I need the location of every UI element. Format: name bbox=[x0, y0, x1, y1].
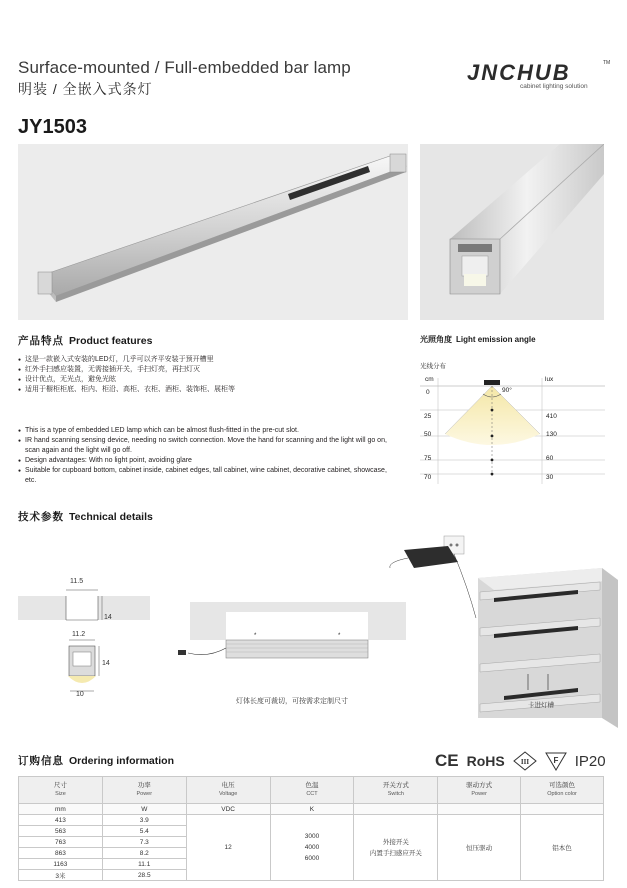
unit-switch bbox=[354, 804, 438, 815]
emission-distance-2: 50 bbox=[424, 431, 432, 438]
technical-heading-cn: 技术参数 bbox=[18, 511, 64, 523]
unit-driver bbox=[438, 804, 521, 815]
emission-lux-0: 410 bbox=[546, 413, 557, 420]
feature-en-3: ● Design advantages: With no light point, avoiding glare bbox=[18, 456, 388, 466]
unit-color bbox=[521, 804, 604, 815]
col-header-color: 可选颜色 Option color bbox=[521, 777, 604, 804]
rohs-mark-icon: RoHS bbox=[466, 753, 505, 769]
size-cell: 1163 bbox=[19, 859, 103, 870]
emission-heading bbox=[420, 334, 536, 345]
features-list-cn bbox=[18, 355, 408, 395]
feature-cn-2: ● 红外手扫感应装置，无需接插开关，手扫灯亮，再扫灯灭 bbox=[18, 365, 408, 375]
technical-heading bbox=[18, 509, 153, 524]
product-photo-profile bbox=[420, 144, 604, 320]
unit-size: mm bbox=[19, 804, 103, 815]
svg-text:*: * bbox=[254, 633, 257, 639]
brand-logo bbox=[463, 56, 613, 96]
size-cell: 3米 bbox=[19, 870, 103, 881]
product-photo-main bbox=[18, 144, 408, 320]
feature-en-4: ● Suitable for cupboard bottom, cabinet inside, cabinet edges, tall cabinet, wine cabinet, decorative cabinet, showcase, etc. bbox=[18, 466, 388, 486]
size-cell: 413 bbox=[19, 815, 103, 826]
features-heading-cn: 产品特点 bbox=[18, 335, 64, 347]
brand-tm: TM bbox=[603, 60, 611, 66]
ordering-table bbox=[18, 776, 604, 881]
cct-value: 6000 bbox=[304, 855, 320, 862]
power-cell: 11.1 bbox=[102, 859, 186, 870]
col-header-switch: 开关方式 Switch bbox=[354, 777, 438, 804]
feature-en-1: ● This is a type of embedded LED lamp which can be almost flush-fitted in the pre-cut slot. bbox=[18, 426, 388, 436]
ce-mark-icon: CE bbox=[435, 751, 459, 770]
technical-drawings bbox=[18, 528, 618, 728]
emission-heading-cn: 光照角度 bbox=[420, 335, 452, 344]
class-iii-icon bbox=[513, 751, 537, 771]
dim-top-width: 11.5 bbox=[70, 578, 84, 585]
feature-cn-1: ● 这是一款嵌入式安装的LED灯，几乎可以齐平安装于预开槽里 bbox=[18, 355, 408, 365]
voltage-cell: 12 bbox=[186, 815, 270, 881]
cct-cell bbox=[270, 815, 354, 881]
col-header-power: 功率 Power bbox=[102, 777, 186, 804]
f-mark-icon bbox=[545, 751, 567, 771]
ordering-heading-cn: 订购信息 bbox=[18, 755, 64, 767]
units-row bbox=[19, 804, 604, 815]
power-cell: 5.4 bbox=[102, 826, 186, 837]
emission-diagram bbox=[420, 376, 605, 486]
size-cell: 763 bbox=[19, 837, 103, 848]
emission-distance-3: 75 bbox=[424, 455, 432, 462]
color-cell: 铝本色 bbox=[521, 815, 604, 881]
power-cell: 3.9 bbox=[102, 815, 186, 826]
switch-cell bbox=[354, 815, 438, 881]
col-header-cct: 色温 CCT bbox=[270, 777, 354, 804]
table-header-row bbox=[19, 777, 604, 804]
class-iii-label: III bbox=[520, 758, 529, 766]
model-number: JY1503 bbox=[18, 116, 87, 138]
caption-cut-to-length: 灯体长度可裁切，可按需求定制尺寸 bbox=[236, 698, 348, 705]
cct-value: 4000 bbox=[304, 844, 320, 851]
ordering-heading-en: Ordering information bbox=[69, 755, 174, 767]
ip-rating: IP20 bbox=[574, 752, 606, 770]
size-cell: 863 bbox=[19, 848, 103, 859]
emission-unit-lux: lux bbox=[545, 376, 554, 383]
unit-cct: K bbox=[270, 804, 354, 815]
certification-marks bbox=[435, 750, 606, 772]
switch-value: 外接开关 bbox=[382, 838, 409, 846]
col-header-driver: 驱动方式 Power bbox=[438, 777, 521, 804]
feature-en-2: ● IR hand scanning sensing device, needing no switch connection. Move the hand for scanning and the light will go on, scan again and the light will go off. bbox=[18, 436, 388, 456]
dim-top-height: 14 bbox=[104, 614, 112, 621]
size-cell: 563 bbox=[19, 826, 103, 837]
emission-subtitle: 光线分布 bbox=[420, 363, 446, 370]
power-cell: 28.5 bbox=[102, 870, 186, 881]
svg-text:*: * bbox=[338, 633, 341, 639]
switch-value: 内置手扫感应开关 bbox=[369, 849, 422, 857]
features-heading-en: Product features bbox=[69, 335, 153, 347]
f-mark-label: F bbox=[553, 756, 559, 765]
unit-voltage: VDC bbox=[186, 804, 270, 815]
title-cn: 明装 / 全嵌入式条灯 bbox=[18, 81, 153, 97]
emission-distance-0: 0 bbox=[426, 389, 430, 396]
dim-bottom-width: 10 bbox=[76, 691, 84, 698]
emission-lux-1: 130 bbox=[546, 431, 557, 438]
driver-cell: 恒压驱动 bbox=[438, 815, 521, 881]
col-header-voltage: 电压 Voltage bbox=[186, 777, 270, 804]
brand-tagline: cabinet lighting solution bbox=[520, 83, 588, 90]
unit-power: W bbox=[102, 804, 186, 815]
emission-angle-value: 90° bbox=[502, 387, 512, 394]
table-row bbox=[19, 815, 604, 826]
emission-distance-4: 70 bbox=[424, 474, 432, 481]
col-header-size: 尺寸 Size bbox=[19, 777, 103, 804]
emission-heading-en: Light emission angle bbox=[456, 335, 536, 344]
emission-unit-cm: cm bbox=[425, 376, 434, 383]
power-cell: 7.3 bbox=[102, 837, 186, 848]
feature-cn-3: ● 设计优点，无光点，避免光眩 bbox=[18, 375, 408, 385]
emission-distance-1: 25 bbox=[424, 413, 432, 420]
power-cell: 8.2 bbox=[102, 848, 186, 859]
emission-lux-3: 30 bbox=[546, 474, 554, 481]
feature-cn-4: ● 适用于橱柜柜底、柜内、柜沿、高柜、衣柜、酒柜、装饰柜、展柜等 bbox=[18, 385, 408, 395]
ordering-heading bbox=[18, 753, 174, 768]
dim-profile-height: 14 bbox=[102, 660, 110, 667]
brand-logo-text: JNCHUB bbox=[467, 60, 571, 85]
caption-install-slot: 卡进灯槽 bbox=[528, 702, 554, 709]
technical-heading-en: Technical details bbox=[69, 511, 153, 523]
title-en: Surface-mounted / Full-embedded bar lamp bbox=[18, 58, 351, 77]
emission-lux-2: 60 bbox=[546, 455, 554, 462]
cct-value: 3000 bbox=[304, 833, 320, 840]
features-heading bbox=[18, 333, 152, 348]
dim-profile-width: 11.2 bbox=[72, 631, 86, 638]
features-list-en bbox=[18, 426, 388, 486]
